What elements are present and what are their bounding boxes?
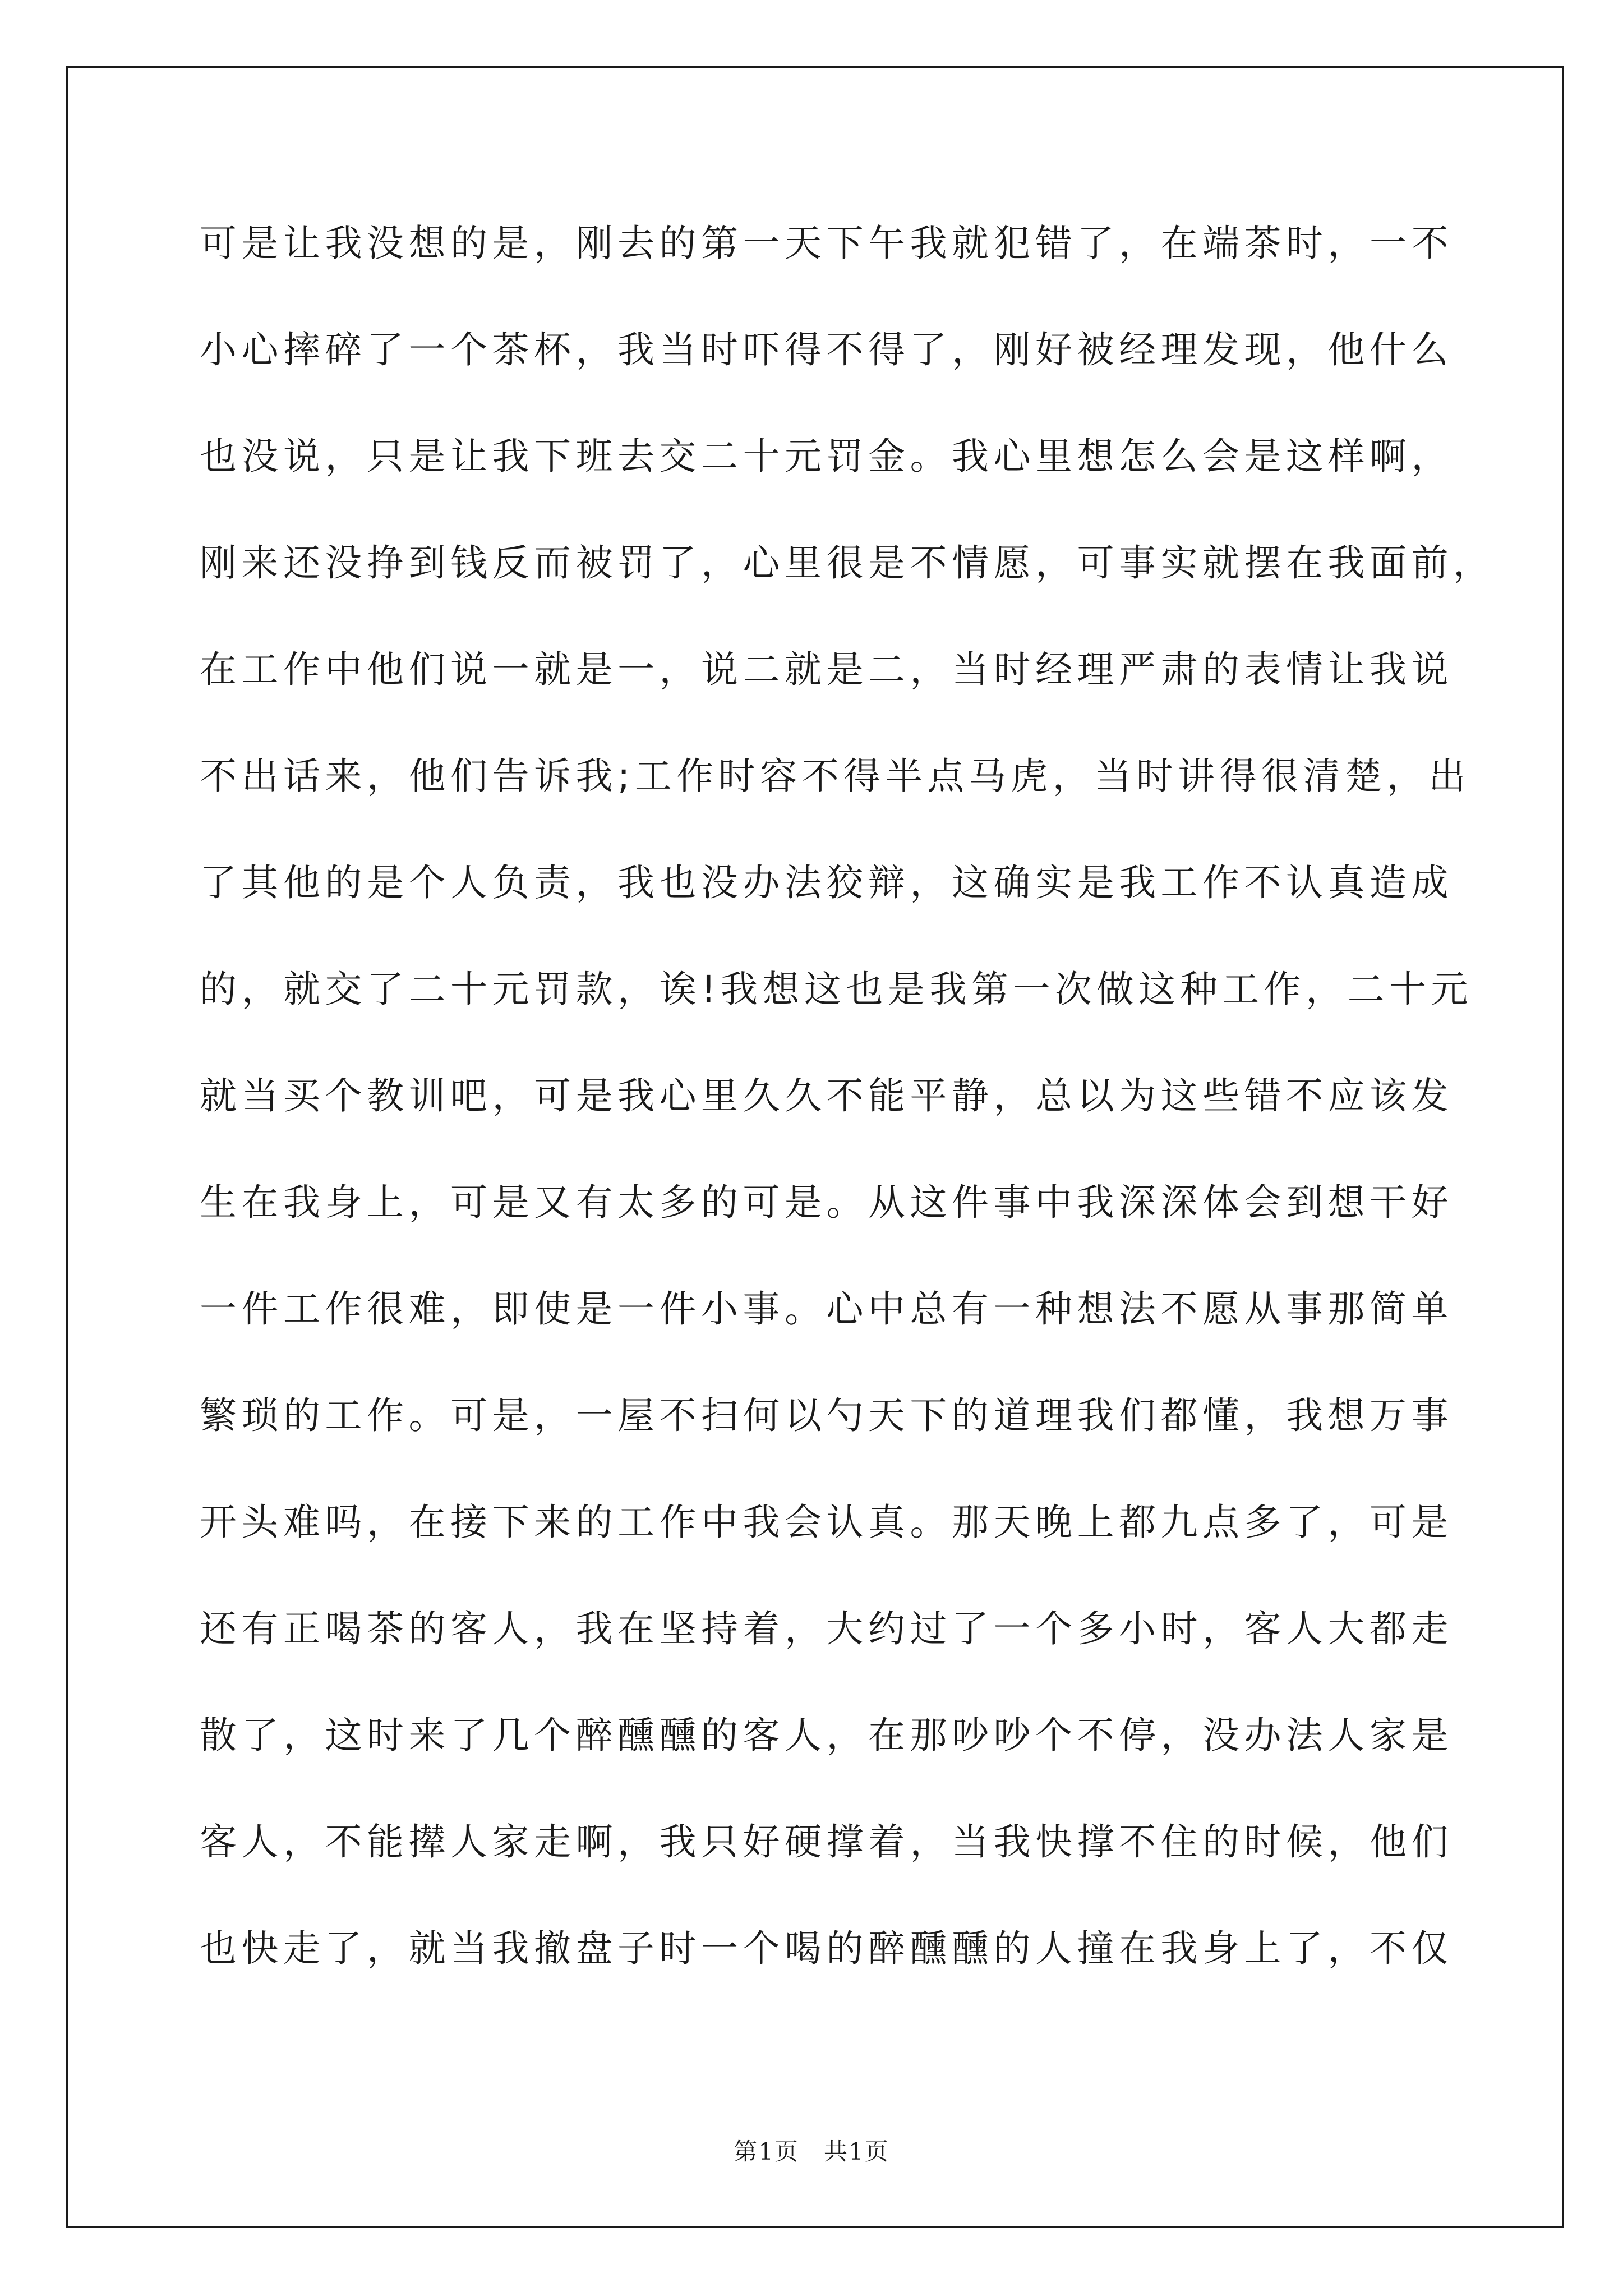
text-line: 可是让我没想的是，刚去的第一天下午我就犯错了，在端茶时，一不 (200, 222, 1453, 265)
text-line: 散了，这时来了几个醉醺醺的客人，在那吵吵个不停，没办法人家是 (200, 1714, 1453, 1757)
text-line: 了其他的是个人负责，我也没办法狡辩，这确实是我工作不认真造成 (200, 861, 1453, 904)
text-line: 客人，不能撵人家走啊，我只好硬撑着，当我快撑不住的时候，他们 (200, 1820, 1453, 1864)
text-line: 在工作中他们说一就是一，说二就是二，当时经理严肃的表情让我说 (200, 648, 1453, 691)
text-line: 也快走了，就当我撤盘子时一个喝的醉醺醺的人撞在我身上了，不仅 (200, 1927, 1453, 1970)
text-line: 也没说，只是让我下班去交二十元罚金。我心里想怎么会是这样啊， (200, 435, 1453, 478)
page-number-footer: 第1页 共1页 (734, 2138, 889, 2165)
text-line: 还有正喝茶的客人，我在坚持着，大约过了一个多小时，客人大都走 (200, 1607, 1453, 1650)
text-line: 就当买个教训吧，可是我心里久久不能平静，总以为这些错不应该发 (200, 1074, 1453, 1117)
text-line: 小心摔碎了一个茶杯，我当时吓得不得了，刚好被经理发现，他什么 (200, 328, 1453, 371)
text-line: 刚来还没挣到钱反而被罚了，心里很是不情愿，可事实就摆在我面前， (200, 541, 1495, 585)
text-line: 繁琐的工作。可是，一屋不扫何以勺天下的道理我们都懂，我想万事 (200, 1394, 1453, 1437)
text-line: 的，就交了二十元罚款，诶!我想这也是我第一次做这种工作，二十元 (200, 968, 1473, 1011)
document-body (200, 215, 1495, 2027)
text-line: 生在我身上，可是又有太多的可是。从这件事中我深深体会到想干好 (200, 1181, 1453, 1224)
text-line: 不出话来，他们告诉我;工作时容不得半点马虎，当时讲得很清楚，出 (200, 754, 1470, 798)
text-line: 开头难吗，在接下来的工作中我会认真。那天晚上都九点多了，可是 (200, 1501, 1453, 1544)
text-line: 一件工作很难，即使是一件小事。心中总有一种想法不愿从事那简单 (200, 1287, 1453, 1331)
